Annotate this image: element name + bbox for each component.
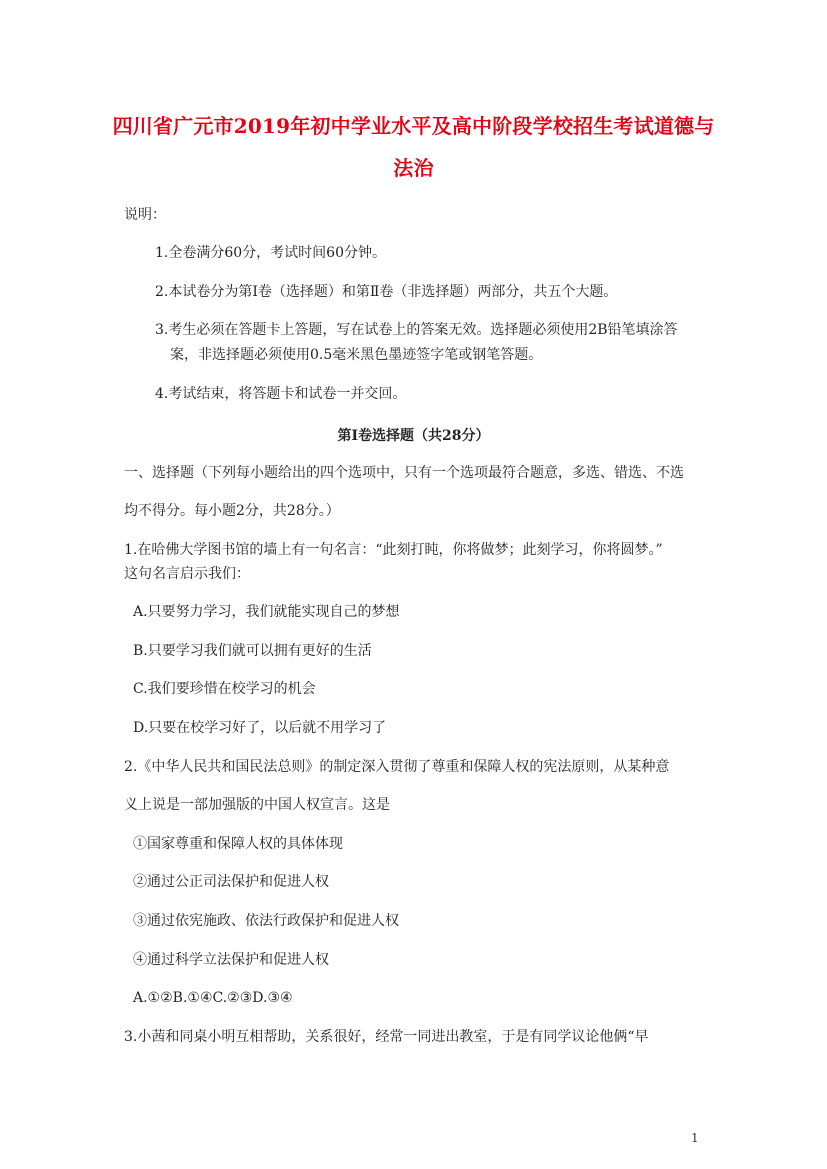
question-1-stem: 这句名言启示我们： [124, 566, 250, 582]
question-1-option: C.我们要珍惜在校学习的机会 [133, 681, 316, 697]
question-2-item: ④通过科学立法保护和促进人权 [133, 952, 329, 968]
question-3-stem: 3.小茜和同桌小明互相帮助，关系很好，经常一同进出教室，于是有同学议论他俩“早 [124, 1029, 649, 1045]
note-item: 3.考生必须在答题卡上答题，写在试卷上的答案无效。选择题必须使用2B铅笔填涂答 [155, 322, 678, 338]
question-2-item: ②通过公正司法保护和促进人权 [133, 874, 329, 890]
exam-title-line-2: 法治 [393, 156, 434, 180]
question-1-option: D.只要在校学习好了，以后就不用学习了 [133, 720, 387, 736]
question-1-option: B.只要学习我们就可以拥有更好的生活 [133, 643, 372, 659]
section-intro-line: 一、选择题（下列每小题给出的四个选项中，只有一个选项最符合题意，多选、错选、不选 [124, 465, 684, 481]
notes-label: 说明： [124, 207, 166, 223]
question-2-options: A.①②B.①④C.②③D.③④ [133, 990, 293, 1006]
note-item: 1.全卷满分60分，考试时间60分钟。 [155, 245, 386, 261]
section-heading: 第Ⅰ卷选择题（共28分） [337, 428, 490, 444]
question-2-item: ①国家尊重和保障人权的具体体现 [133, 836, 343, 852]
question-2-item: ③通过依宪施政、依法行政保护和促进人权 [133, 913, 399, 929]
question-2-stem: 义上说是一部加强版的中国人权宣言。这是 [124, 797, 390, 813]
exam-title-line-1: 四川省广元市2019年初中学业水平及高中阶段学校招生考试道德与 [112, 114, 715, 138]
question-1-stem: 1.在哈佛大学图书馆的墙上有一句名言：“此刻打盹，你将做梦；此刻学习，你将圆梦。” [124, 542, 663, 558]
page-number: 1 [691, 1131, 699, 1145]
note-item-continued: 案，非选择题必须使用0.5毫米黑色墨迹签字笔或钢笔答题。 [170, 347, 543, 363]
note-item: 4.考试结束，将答题卡和试卷一并交回。 [155, 386, 407, 402]
section-intro-line: 均不得分。每小题2分，共28分。） [124, 503, 340, 519]
question-1-option: A.只要努力学习，我们就能实现自己的梦想 [133, 604, 400, 620]
note-item: 2.本试卷分为第Ⅰ卷（选择题）和第Ⅱ卷（非选择题）两部分，共五个大题。 [155, 284, 618, 300]
question-2-stem: 2.《中华人民共和国民法总则》的制定深入贯彻了尊重和保障人权的宪法原则，从某种意 [124, 759, 670, 775]
